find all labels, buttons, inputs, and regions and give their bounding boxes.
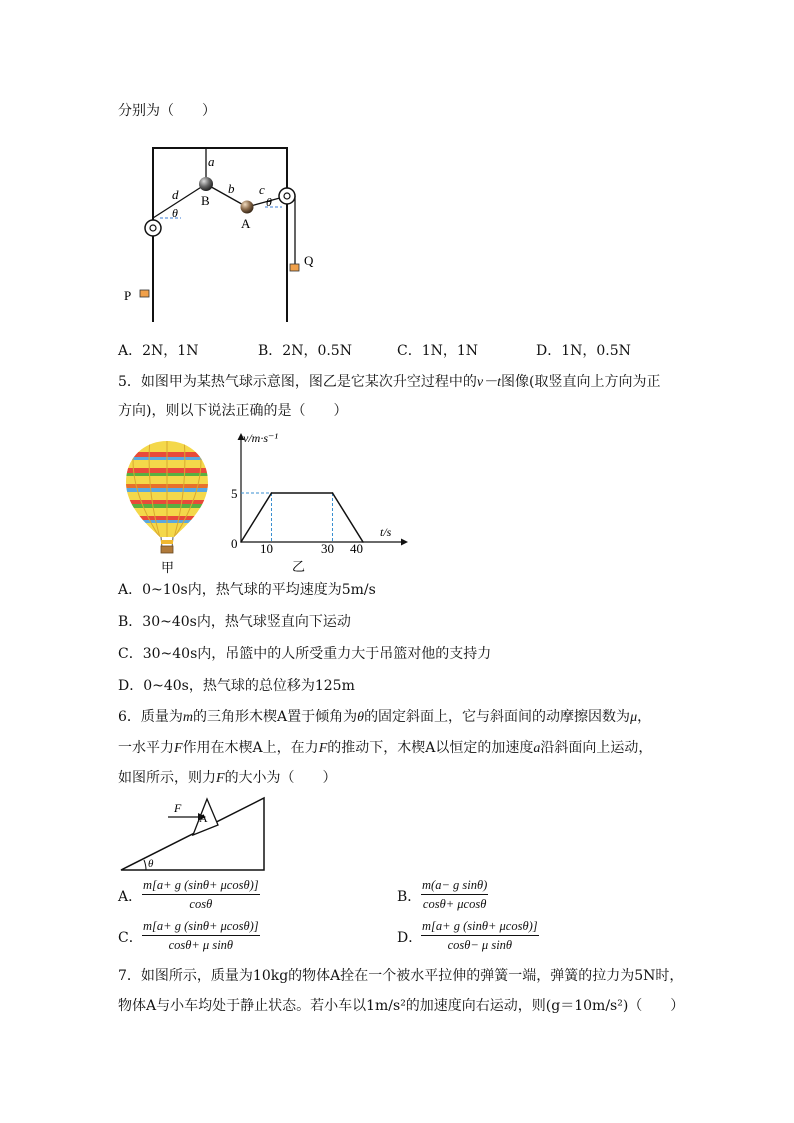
vt-point-2 <box>332 492 334 494</box>
y-axis-label: v/m·s⁻¹ <box>243 431 278 445</box>
string-b <box>206 184 247 207</box>
q4-option-b[interactable]: B．2N，0.5N <box>258 343 352 359</box>
vt-point-1 <box>271 492 273 494</box>
q6-option-b-fraction[interactable]: $\frac{\text{m(a− g sinθ)}}{\cos\theta+ \mu\cos\theta}$ <box>422 878 488 911</box>
q5-option-a[interactable]: A．0~10s内，热气球的平均速度为5m/s <box>118 582 376 598</box>
q4-option-d[interactable]: D．1N，0.5N <box>536 343 631 359</box>
q4-pulley-figure <box>115 140 335 325</box>
label-ball-a: A <box>241 216 251 231</box>
q6-option-b-label[interactable]: B． <box>397 889 422 905</box>
label-a: a <box>208 154 215 169</box>
q6-option-a-fraction[interactable]: $\frac{m[a+ g (\sin\theta+ \mu\cos\theta)]}{\cos\theta}$ <box>143 878 259 911</box>
q6-stem-line1: 6．质量为m的三角形木楔A置于倾角为θ的固定斜面上，它与斜面间的动摩擦因数为μ， <box>118 709 652 725</box>
label-b: b <box>228 181 235 196</box>
q5-stem-line2: 方向)，则以下说法正确的是（ ） <box>118 403 348 419</box>
label-theta: θ <box>148 858 154 870</box>
right-pulley-icon <box>279 188 295 204</box>
q6-option-d-fraction[interactable]: $\frac{m[a+ g (\sin\theta+ \mu\cos\theta)]}{\text{cosθ− μ sinθ}}$ <box>422 919 538 952</box>
label-ball-b: B <box>201 193 210 208</box>
ball-b <box>199 177 213 191</box>
q5-option-d[interactable]: D．0~40s，热气球的总位移为125m <box>118 678 355 694</box>
q7-stem-line1: 7．如图所示，质量为10kg的物体A拴在一个被水平拉伸的弹簧一端，弹簧的拉力为5N时， <box>118 968 684 984</box>
label-c: c <box>259 182 265 197</box>
hot-air-balloon-icon <box>120 438 214 578</box>
x-tick-10: 10 <box>260 541 273 556</box>
vt-series-line <box>241 493 363 542</box>
q6-wedge-figure <box>118 795 268 875</box>
label-wedge-a: A <box>199 811 208 825</box>
label-q: Q <box>304 253 314 268</box>
x-tick-40: 40 <box>350 541 363 556</box>
label-f: F <box>174 801 182 815</box>
origin-label: 0 <box>231 536 238 551</box>
vt-point-0 <box>240 541 242 543</box>
label-yi: 乙 <box>292 559 306 574</box>
x-axis-label: t/s <box>380 525 392 539</box>
x-axis-arrow <box>401 539 408 546</box>
q6-option-c-label[interactable]: C． <box>118 930 143 946</box>
label-jia: 甲 <box>161 560 175 575</box>
q6-option-d-label[interactable]: D． <box>397 930 423 946</box>
q5-option-b[interactable]: B．30~40s内，热气球竖直向下运动 <box>118 614 351 630</box>
q6-option-a-label[interactable]: A． <box>118 889 143 905</box>
incline <box>121 798 264 870</box>
left-pulley-icon <box>145 220 161 236</box>
weight-p <box>140 290 149 297</box>
q4-tail-text: 分别为（ ） <box>118 103 216 119</box>
weight-q <box>290 264 299 271</box>
frame <box>153 148 287 322</box>
q5-stem-line1: 5．如图甲为某热气球示意图，图乙是它某次升空过程中的v－t图像(取竖直向上方向为正 <box>118 374 661 390</box>
x-tick-30: 30 <box>321 541 334 556</box>
q6-stem-line2: 一水平力F作用在木楔A上，在力F的推动下，木楔A以恒定的加速度a沿斜面向上运动， <box>118 740 653 756</box>
q6-stem-line3: 如图所示，则力F的大小为（ ） <box>118 770 337 786</box>
string-d <box>153 184 206 218</box>
label-p: P <box>124 288 132 303</box>
q5-option-c[interactable]: C．30~40s内，吊篮中的人所受重力大于吊篮对他的支持力 <box>118 646 492 662</box>
q4-option-a[interactable]: A．2N，1N <box>118 343 199 359</box>
y-tick-5: 5 <box>231 486 238 501</box>
label-d: d <box>172 187 179 202</box>
ball-a <box>241 201 254 214</box>
label-theta-right: θ <box>266 195 272 209</box>
vt-chart <box>225 430 410 575</box>
q6-option-c-fraction[interactable]: $\frac{m[a+ g (\sin\theta+ \mu\cos\theta)]}{\text{cosθ+ μ sinθ}}$ <box>143 919 259 952</box>
q7-stem-line2: 物体A与小车均处于静止状态。若小车以1m/s²的加速度向右运动，则(g＝10m/s²)（ ） <box>118 998 685 1014</box>
label-theta-left: θ <box>172 206 178 220</box>
q4-option-c[interactable]: C．1N，1N <box>397 343 479 359</box>
